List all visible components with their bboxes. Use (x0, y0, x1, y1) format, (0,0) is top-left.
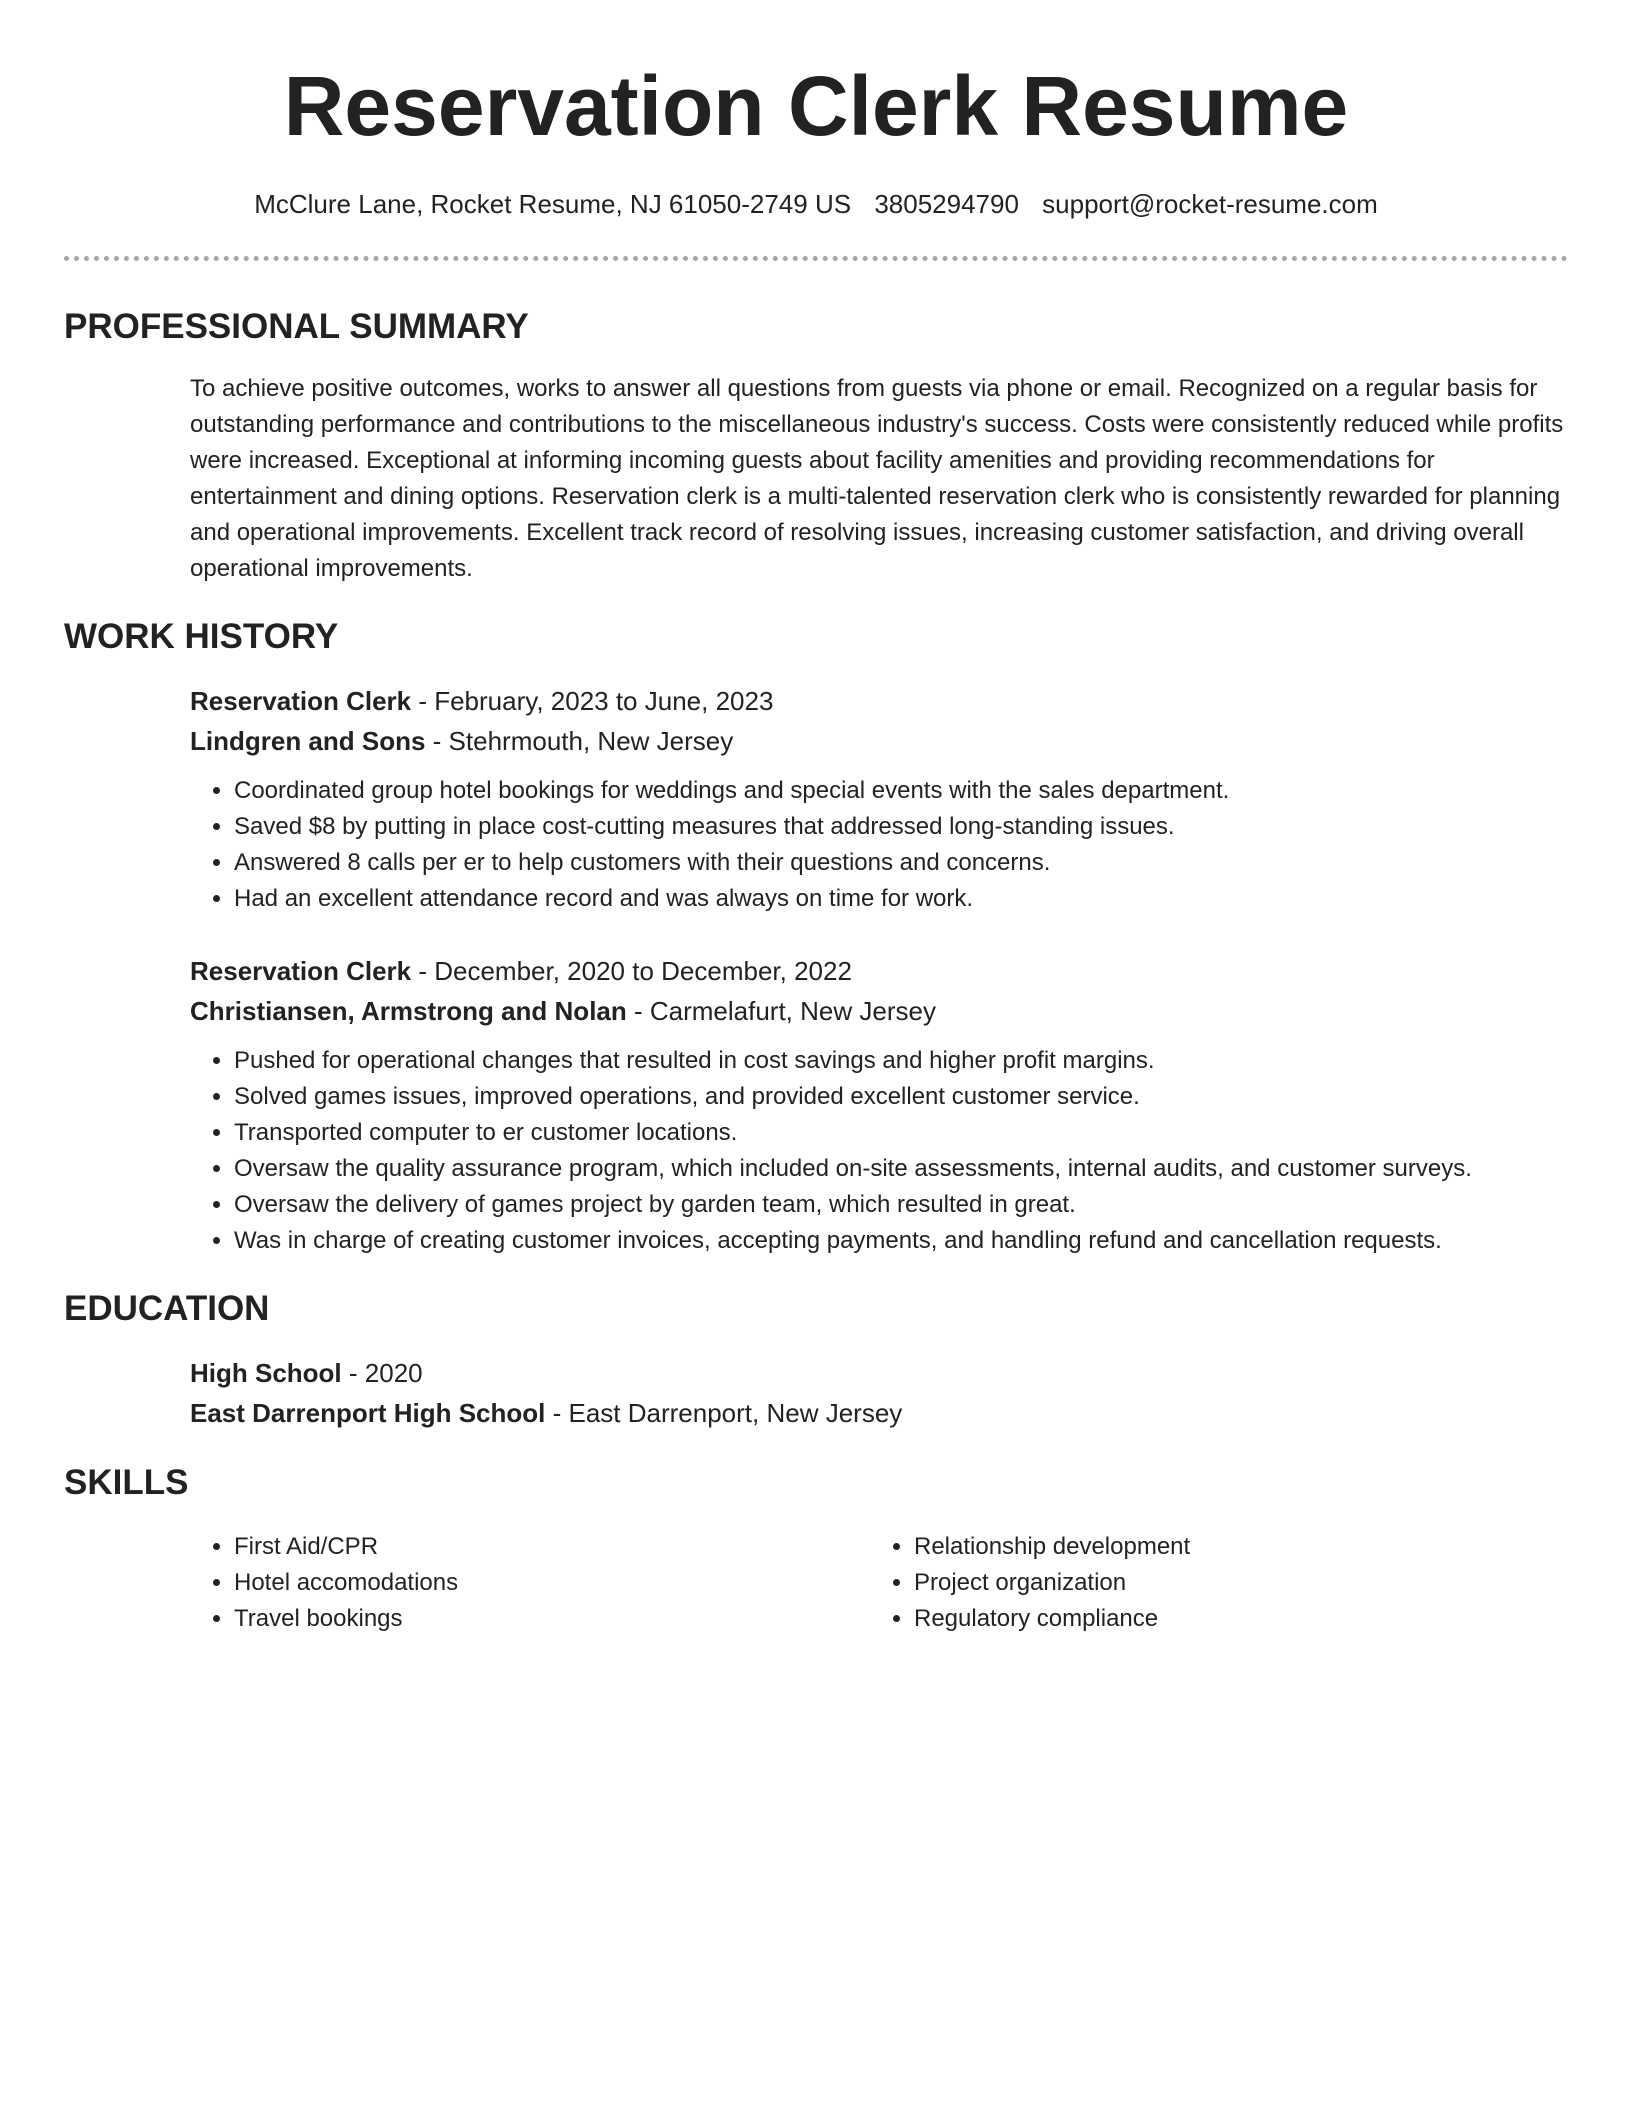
job-bullets (190, 773, 1568, 917)
job-title: Reservation Clerk (190, 956, 412, 986)
work-history-heading: WORK HISTORY (64, 617, 339, 656)
skills-column-right (870, 1529, 1550, 1637)
job-bullet: • Had an excellent attendance record and was always on time for work. (234, 881, 1568, 917)
job-location: - Carmelafurt, New Jersey (626, 996, 936, 1026)
job-company-line (190, 721, 1568, 761)
summary-text: To achieve positive outcomes, works to answer all questions from guests via phone or email. Recognized on a regular basis for outstanding performance and contributions to the miscellaneous industry's success. Costs were consistently reduced while profits were increased. Exceptional at informing incoming guests about facility amenities and providing recommendations for entertainment and dining options. Reservation clerk is a multi-talented reservation clerk who is consistently rewarded for planning and operational improvements. Excellent track record of resolving issues, increasing customer satisfaction, and driving overall operational improvements. (190, 375, 1564, 582)
skill-item: • Project organization (914, 1565, 1550, 1601)
skills-list (870, 1529, 1550, 1637)
skills-column-left (190, 1529, 870, 1637)
job-entry (190, 951, 1568, 1259)
skill-item: • First Aid/CPR (234, 1529, 870, 1565)
job-bullets (190, 1043, 1568, 1259)
job-dates: - December, 2020 to December, 2022 (411, 956, 852, 986)
job-company: Lindgren and Sons (190, 726, 426, 756)
contact-line (64, 188, 1568, 220)
skill-item: • Relationship development (914, 1529, 1550, 1565)
job-dates: - February, 2023 to June, 2023 (411, 686, 774, 716)
education-year: - 2020 (341, 1358, 423, 1388)
job-entry (190, 681, 1568, 917)
education-heading: EDUCATION (64, 1289, 270, 1328)
job-bullet: • Oversaw the quality assurance program, which included on-site assessments, internal audits, and customer surveys. (234, 1151, 1568, 1187)
education-school: East Darrenport High School (190, 1398, 546, 1428)
contact-phone: 3805294790 (874, 189, 1019, 219)
resume-page (64, 0, 1568, 1637)
contact-email: support@rocket-resume.com (1042, 189, 1378, 219)
education-degree-line (190, 1353, 1568, 1393)
job-company: Christiansen, Armstrong and Nolan (190, 996, 627, 1026)
skills-list (190, 1529, 870, 1637)
summary-heading: PROFESSIONAL SUMMARY (64, 307, 529, 346)
education-degree: High School (190, 1358, 342, 1388)
job-bullet: • Coordinated group hotel bookings for weddings and special events with the sales department. (234, 773, 1568, 809)
job-company-line (190, 991, 1568, 1031)
job-location: - Stehrmouth, New Jersey (425, 726, 734, 756)
contact-address: McClure Lane, Rocket Resume, NJ 61050-2749 US (254, 189, 852, 219)
education-location: - East Darrenport, New Jersey (545, 1398, 903, 1428)
resume-title: Reservation Clerk Resume (283, 59, 1349, 153)
education-entry (190, 1353, 1568, 1433)
job-bullet: • Saved $8 by putting in place cost-cutting measures that addressed long-standing issues. (234, 809, 1568, 845)
job-bullet: • Answered 8 calls per er to help customers with their questions and concerns. (234, 845, 1568, 881)
job-title-line (190, 681, 1568, 721)
job-bullet: • Transported computer to er customer locations. (234, 1115, 1568, 1151)
job-bullet: • Pushed for operational changes that resulted in cost savings and higher profit margins. (234, 1043, 1568, 1079)
job-bullet: • Was in charge of creating customer invoices, accepting payments, and handling refund and cancellation requests. (234, 1223, 1568, 1259)
skills-heading: SKILLS (64, 1463, 189, 1502)
skill-item: • Hotel accomodations (234, 1565, 870, 1601)
job-bullet: • Solved games issues, improved operations, and provided excellent customer service. (234, 1079, 1568, 1115)
skill-item: • Travel bookings (234, 1601, 870, 1637)
job-title-line (190, 951, 1568, 991)
job-bullet: • Oversaw the delivery of games project by garden team, which resulted in great. (234, 1187, 1568, 1223)
skill-item: • Regulatory compliance (914, 1601, 1550, 1637)
education-school-line (190, 1393, 1568, 1433)
job-title: Reservation Clerk (190, 686, 412, 716)
skills-grid (190, 1529, 1568, 1637)
header-divider (64, 256, 1568, 261)
